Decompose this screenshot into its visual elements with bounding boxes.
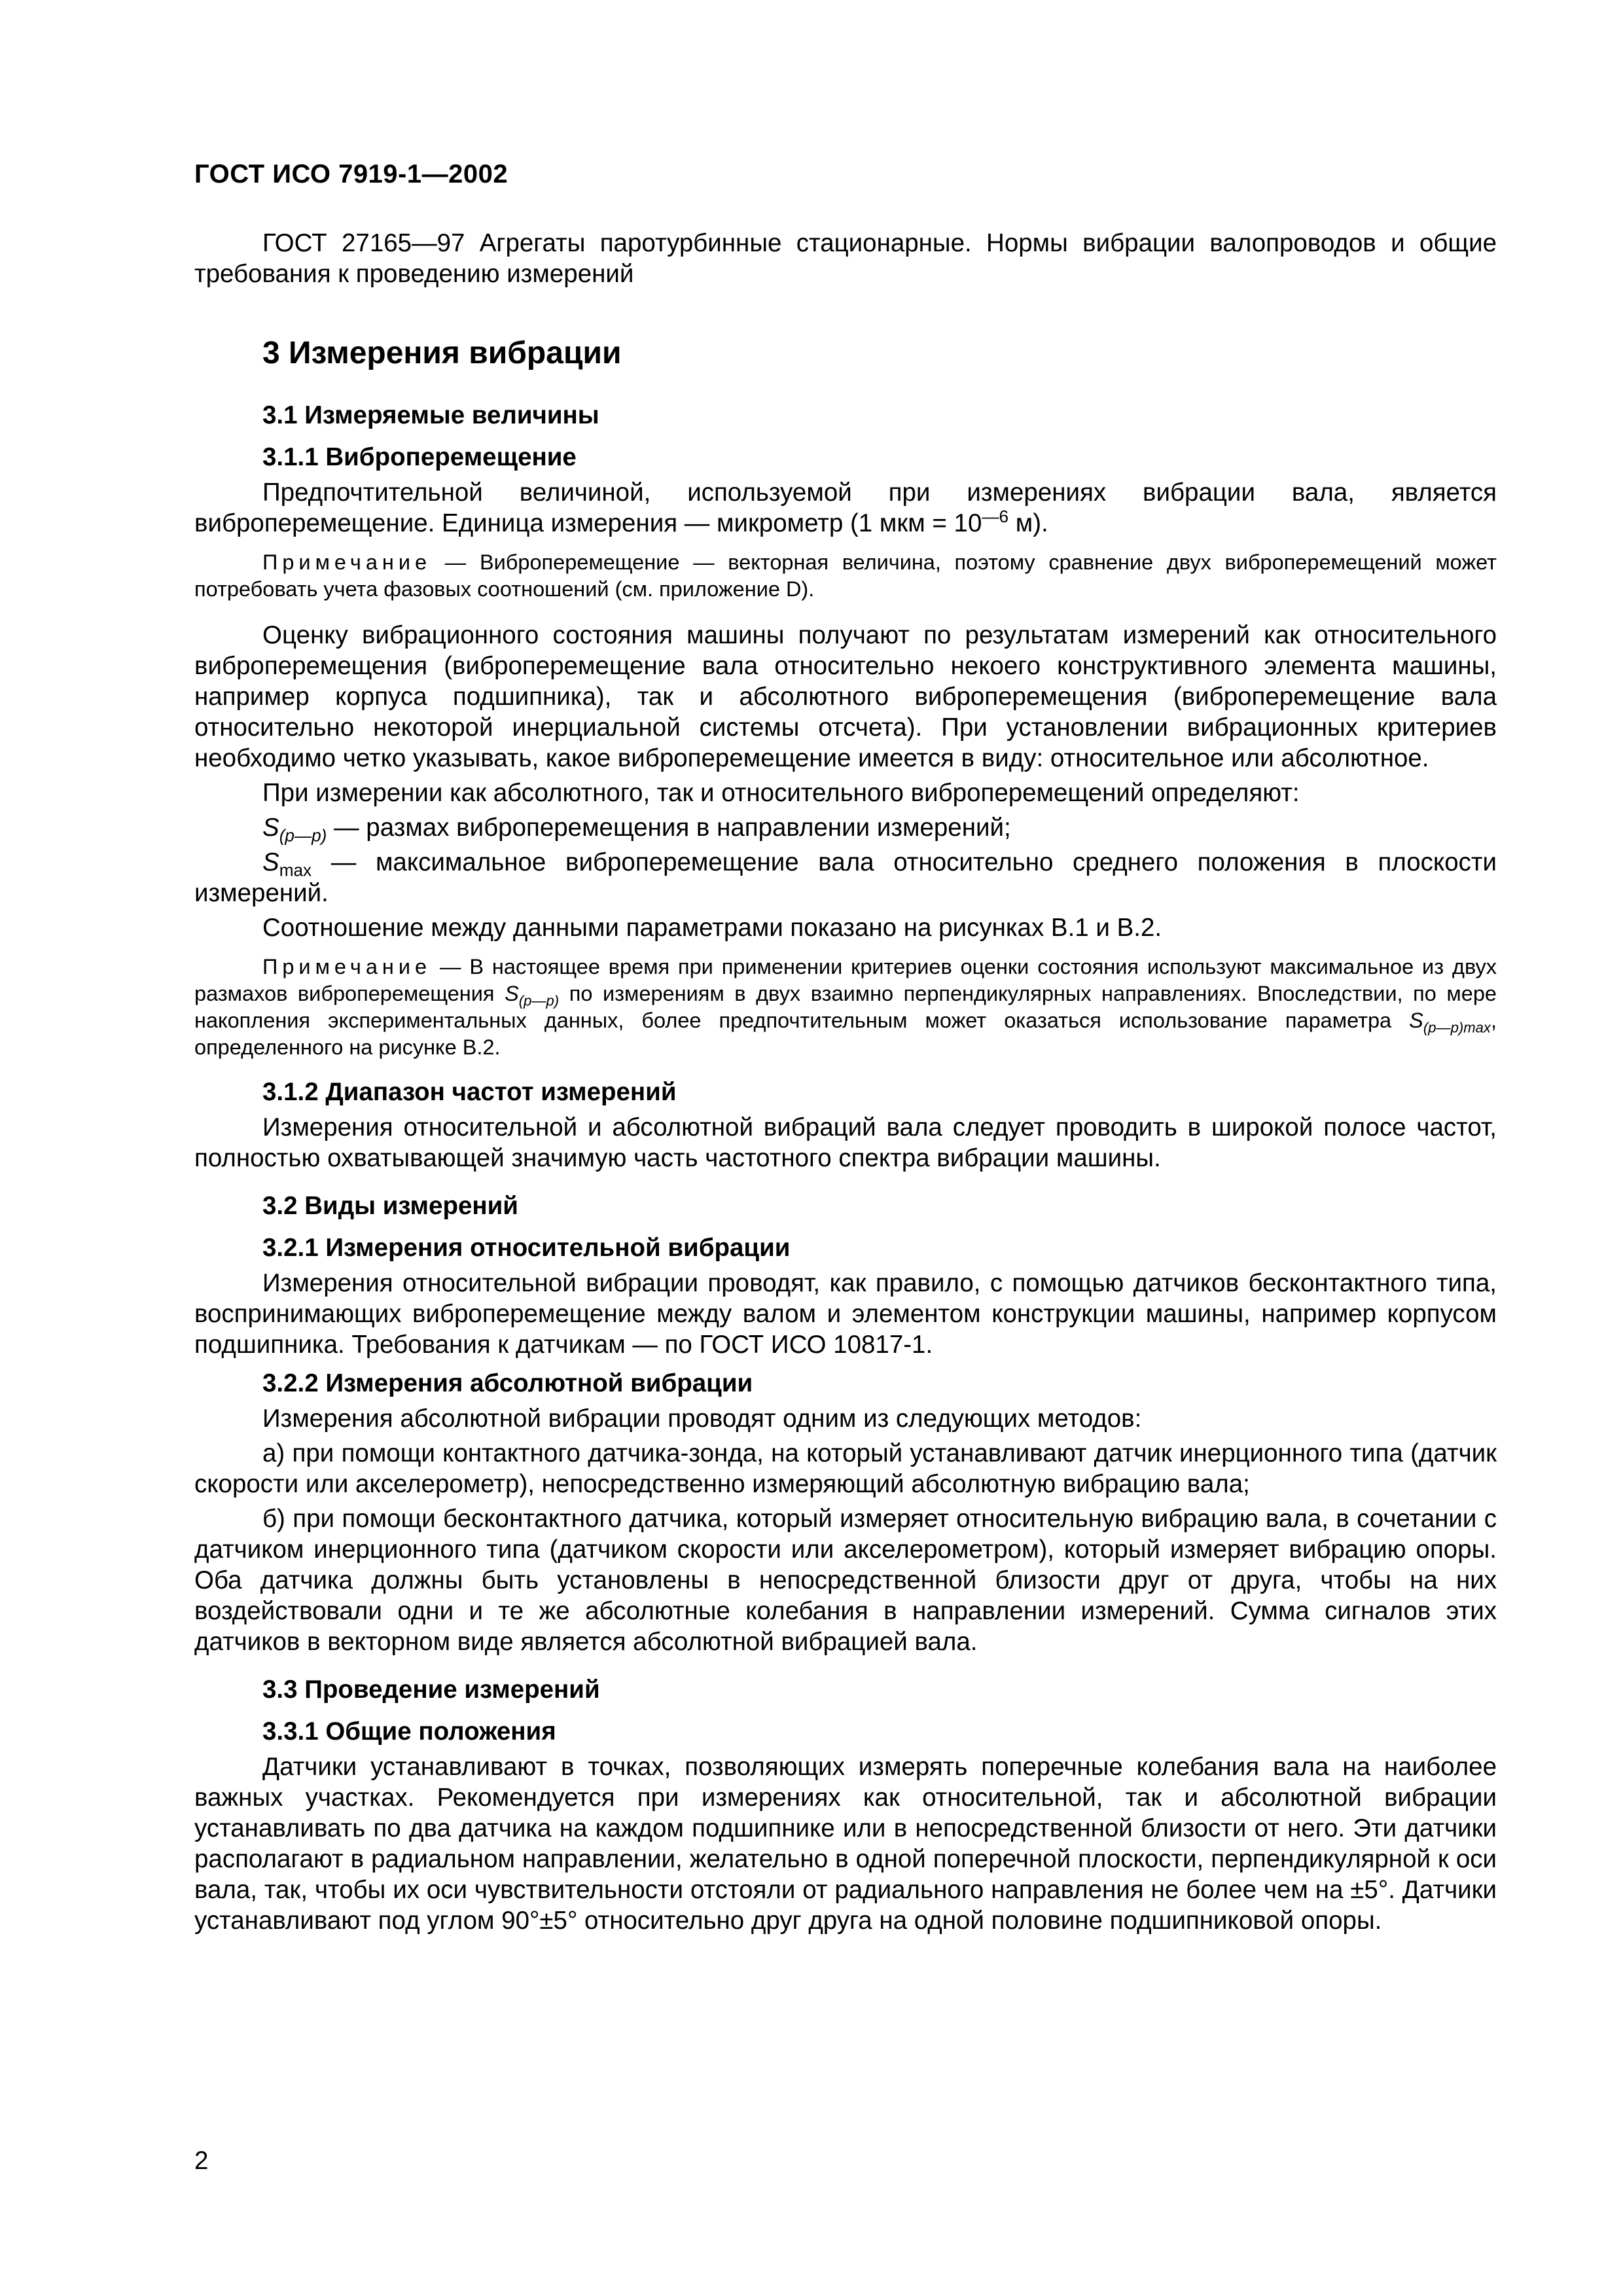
section-3-3-heading: 3.3 Проведение измерений [262,1676,600,1704]
subscript: max [279,860,312,880]
subscript: (p—p)max [1423,1019,1491,1036]
symbol-s: S [1409,1009,1423,1032]
paragraph-definitions-intro: При измерении как абсолютного, так и относительного виброперемещений определяют: [262,779,1300,807]
section-3-heading: 3 Измерения вибрации [262,336,622,370]
paragraph-vibration-assessment: Оценку вибрационного состояния машины получают по результатам измерений как относительного виброперемещения (виброперемещение вала относительно некоего конструктивного элемента машины, например корпуса подшипника), так и абсолютного виброперемещения (виброперемещение вала относительно некоторой инерциальной системы отсчета). При установлении вибрационных критериев необходимо четко указывать, какое виброперемещение имеется в виду: относительное или абсолютное. [194,621,1497,772]
paragraph-displacement-unit [194,477,1497,539]
symbol-s: S [262,848,279,876]
exponent: —6 [982,507,1009,527]
reference-gost-27165: ГОСТ 27165—97 Агрегаты паротурбинные стационарные. Нормы вибрации валопроводов и общие требования к проведению измерений [194,229,1497,288]
section-3-1-2-heading: 3.1.2 Диапазон частот измерений [262,1078,677,1106]
paragraph-absolute-vibration-methods: Измерения абсолютной вибрации проводят одним из следующих методов: [262,1405,1142,1433]
document-body [194,228,1497,1943]
section-3-2-2-heading: 3.2.2 Измерения абсолютной вибрации [262,1369,753,1397]
note-text: , определенного на рисунке B.2. [194,1009,1497,1059]
paragraph-figure-reference: Соотношение между данными параметрами показано на рисунках B.1 и B.2. [262,914,1162,942]
definition-s-pp [194,812,1497,846]
symbol-s: S [505,982,519,1005]
list-item-a: а) при помощи контактного датчика-зонда, на который устанавливают датчик инерционного типа (датчик скорости или акселерометр), непосредственно измеряющий абсолютную вибрацию вала; [194,1439,1497,1498]
subscript: (p—p) [279,825,327,846]
paragraph-relative-vibration: Измерения относительной вибрации проводят, как правило, с помощью датчиков бесконтактного типа, воспринимающих виброперемещение между валом и элементом конструкции машины, например корпусом подшипника. Требования к датчикам — по ГОСТ ИСО 10817-1. [194,1269,1497,1359]
list-item-b: б) при помощи бесконтактного датчика, который измеряет относительную вибрацию вала, в сочетании с датчиком инерционного типа (датчиком скорости или акселерометром), который измеряет вибрацию опоры. Оба датчика должны быть установлены в непосредственной близости друг от друга, чтобы на них воздействовали одни и те же абсолютные колебания в направлении измерений. Сумма сигналов этих датчиков в векторном виде является абсолютной вибрацией вала. [194,1505,1497,1656]
note-label: Примечание [262,550,432,574]
note-text: — В настоящее время при применении критериев оценки состояния используют максимальное из двух размахов виброперемещения [194,955,1497,1005]
note-criteria [194,954,1497,1061]
paragraph-text: Предпочтительной величиной, используемой при измерениях вибрации вала, является виброперемещение. Единица измерения — микрометр (1 мкм = 10 [194,478,1497,537]
definition-text: — размах виброперемещения в направлении измерений; [327,814,1011,842]
symbol-s: S [262,814,279,842]
definition-text: — максимальное виброперемещение вала относительно среднего положения в плоскости измерений. [194,848,1497,907]
paragraph-frequency-range: Измерения относительной и абсолютной вибраций вала следует проводить в широкой полосе частот, полностью охватывающей значимую часть частотного спектра вибрации машины. [194,1113,1497,1172]
note-label: Примечание [262,955,432,978]
paragraph-text-end: м). [1008,509,1048,537]
section-3-2-heading: 3.2 Виды измерений [262,1192,518,1220]
note-text: — Виброперемещение — векторная величина, поэтому сравнение двух виброперемещений может потребовать учета фазовых соотношений (см. приложение D). [194,550,1497,601]
paragraph-sensor-installation: Датчики устанавливают в точках, позволяющих измерять поперечные колебания вала на наиболее важных участках. Рекомендуется при измерениях как относительной, так и абсолютной вибрации устанавливать по два датчика на каждом подшипнике или в непосредственной близости от него. Эти датчики располагают в радиальном направлении, желательно в одной поперечной плоскости, перпендикулярной к оси вала, так, чтобы их оси чувствительности отстояли от радиального направления не более чем на ±5°. Датчики устанавливают под углом 90°±5° относительно друг друга на одной половине подшипниковой опоры. [194,1753,1497,1935]
definition-s-max [194,847,1497,908]
page-number: 2 [194,2147,209,2175]
document-header: ГОСТ ИСО 7919-1—2002 [194,160,508,188]
note-vector-quantity [194,549,1497,603]
note-text: по измерениям в двух взаимно перпендикулярных направлениях. Впоследствии, по мере накопления экспериментальных данных, более предпочтительным может оказаться использование параметра [194,982,1497,1032]
section-3-1-heading: 3.1 Измеряемые величины [262,401,599,429]
section-3-1-1-heading: 3.1.1 Виброперемещение [262,443,577,471]
section-3-3-1-heading: 3.3.1 Общие положения [262,1717,556,1746]
section-3-2-1-heading: 3.2.1 Измерения относительной вибрации [262,1234,791,1262]
subscript: (p—p) [518,992,560,1009]
